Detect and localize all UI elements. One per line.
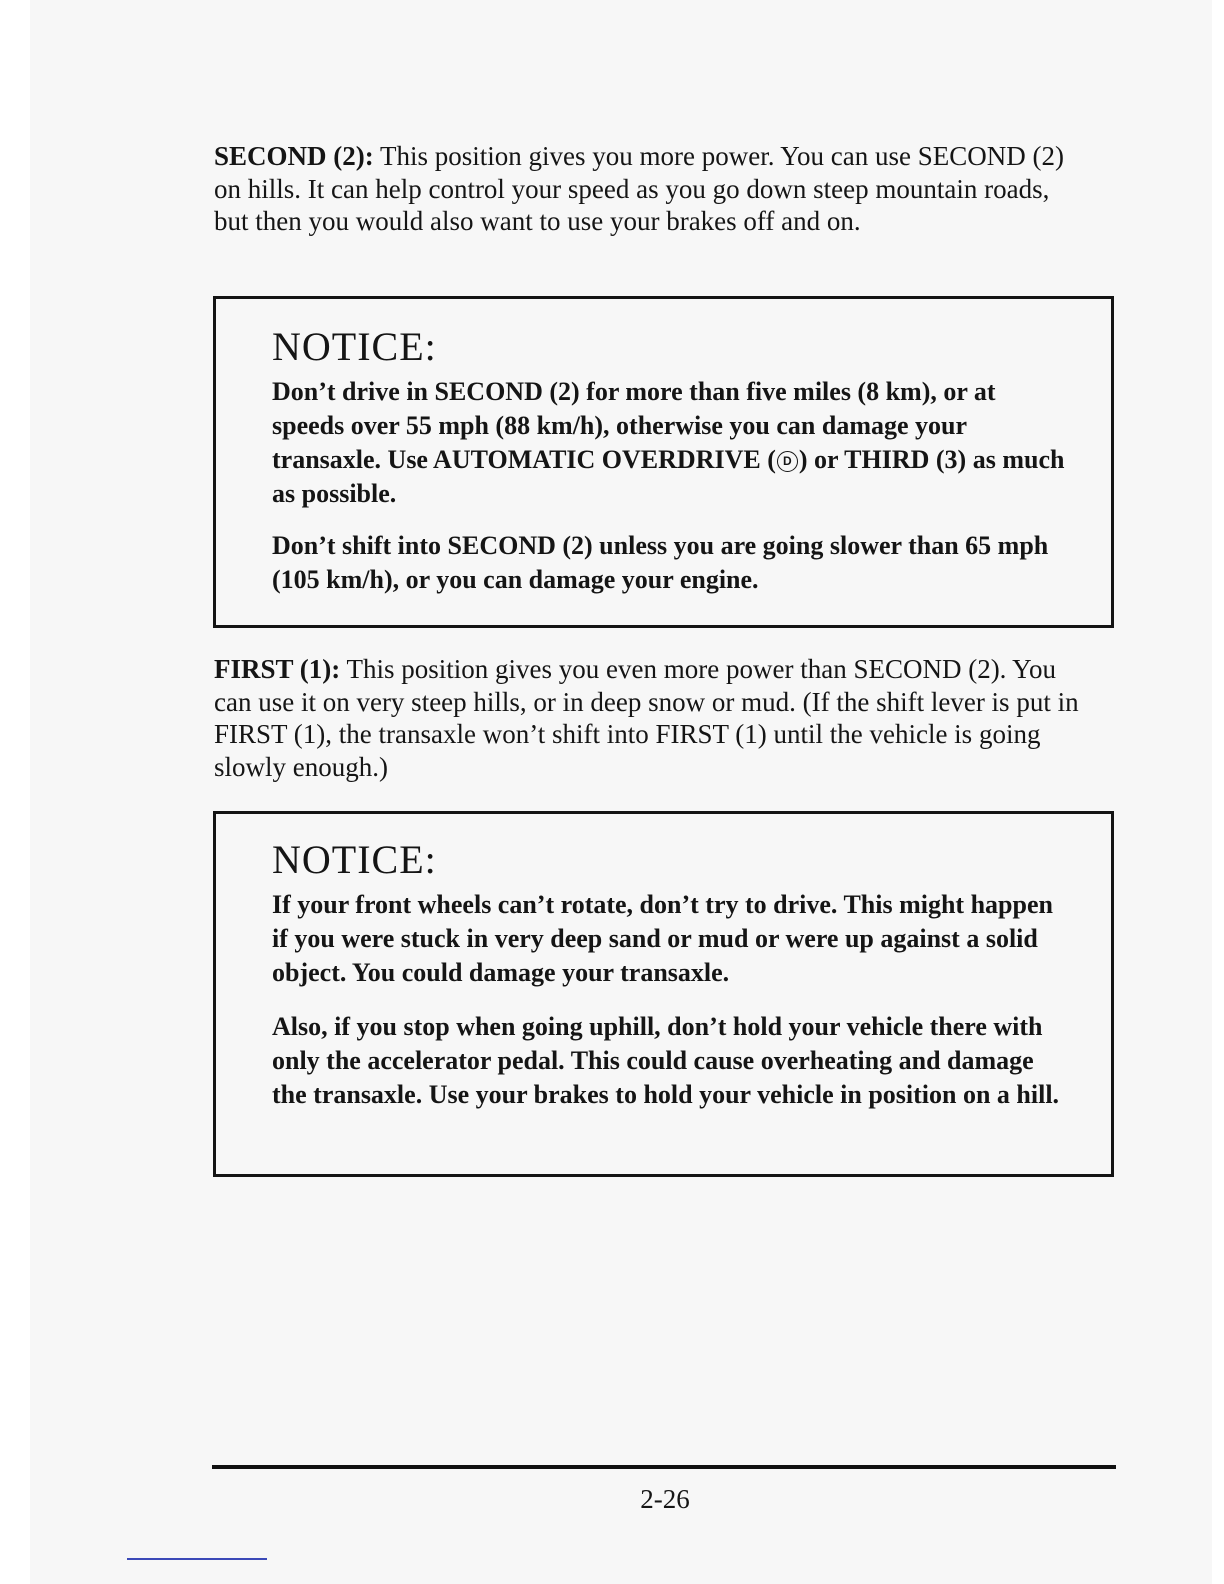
first-gear-text: This position gives you even more power than SECOND (2). You can use it on very steep hills, or in deep snow or mud. (If the shift lever is put in FIRST (1), the transaxle won’t shift into FIRST (1) until the vehicle is going slowly enough.) [214, 654, 1079, 782]
corner-underline [127, 1558, 267, 1560]
notice-text [272, 375, 1072, 511]
second-gear-text: This position gives you more power. You can use SECOND (2) on hills. It can help control your speed as you go down steep mountain roads, but then you would also want to use your brakes off and on. [214, 141, 1064, 236]
notice-text: Don’t shift into SECOND (2) unless you are going slower than 65 mph (105 km/h), or you can damage your engine. [272, 531, 1049, 594]
notice-title: NOTICE: [272, 324, 437, 369]
footer-divider [212, 1465, 1116, 1469]
overdrive-symbol-icon: D [777, 451, 798, 472]
notice-text-part: Don’t drive in SECOND (2) for more than five miles (8 km), or at speeds over 55 mph (88 km/h), otherwise you can damage your transaxle. Use AUTOMATIC OVERDRIVE ( [272, 377, 996, 474]
second-gear-paragraph [214, 140, 1084, 238]
second-gear-lead: SECOND (2): [214, 141, 374, 171]
notice-text: Also, if you stop when going uphill, don’t hold your vehicle there with only the accelerator pedal. This could cause overheating and damage the transaxle. Use your brakes to hold your vehicle in position on a hill. [272, 1012, 1060, 1109]
notice-text: If your front wheels can’t rotate, don’t try to drive. This might happen if you were stuck in very deep sand or mud or were up against a solid object. You could damage your transaxle. [272, 890, 1053, 987]
document-page [30, 0, 1212, 1584]
notice-text-part: ) or THIRD (3) as much as possible. [272, 445, 1065, 508]
notice-box-first [213, 811, 1114, 1177]
page-number: 2-26 [640, 1484, 690, 1514]
notice-box-second [213, 296, 1114, 628]
first-gear-lead: FIRST (1): [214, 654, 341, 684]
first-gear-paragraph [214, 653, 1084, 783]
notice-title: NOTICE: [272, 837, 437, 882]
